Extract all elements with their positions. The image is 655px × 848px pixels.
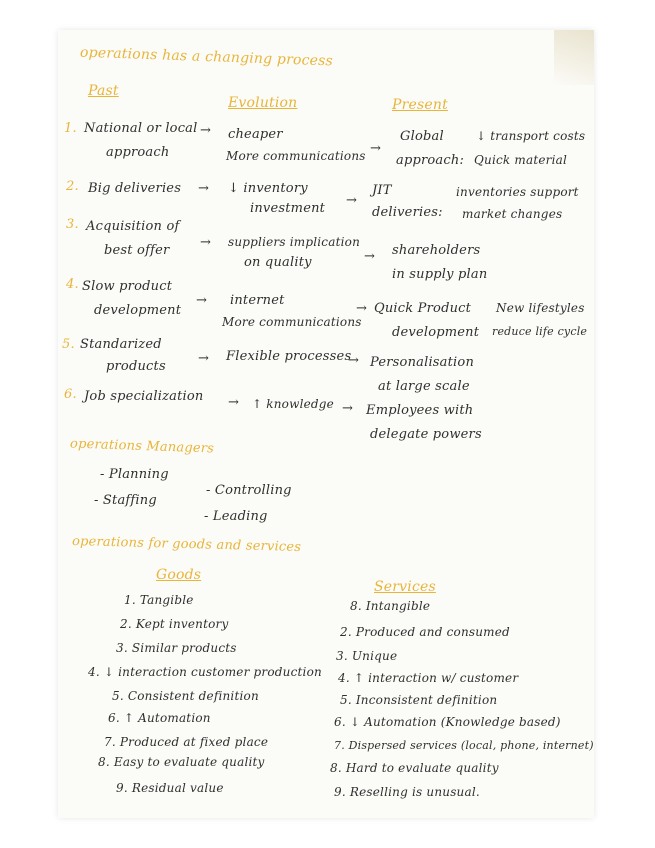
row-1-note-line-2: Quick material [474, 153, 568, 167]
goods-item-1: 1. Tangible [124, 593, 194, 607]
row-4-arrow-2: → [356, 301, 368, 316]
goods-item-4: 4. ↓ interaction customer production [88, 665, 322, 679]
row-6-evolution: ↑ knowledge [252, 397, 334, 411]
services-title: Services [374, 579, 436, 595]
goods-services-title: operations for goods and services [71, 534, 302, 555]
row-1-present-line-2: approach: [396, 153, 465, 168]
row-6-past: Job specialization [84, 389, 204, 404]
row-5-number: 5. [62, 337, 75, 352]
row-4-evolution-line-1: internet [230, 293, 285, 308]
row-2-past: Big deliveries [88, 181, 182, 196]
managers-item-staffing: - Staffing [94, 493, 157, 508]
row-3-present-line-1: shareholders [392, 243, 481, 258]
row-2-number: 2. [66, 179, 79, 194]
row-4-note-line-2: reduce life cycle [492, 325, 588, 338]
row-4-arrow: → [196, 293, 208, 308]
managers-item-controlling: - Controlling [206, 483, 292, 498]
row-2-present-line-2: deliveries: [372, 205, 443, 220]
row-6-present-line-2: delegate powers [370, 427, 482, 442]
row-5-evolution: Flexible processes [226, 349, 352, 364]
row-2-evolution-line-1: ↓ inventory [228, 181, 308, 196]
goods-item-5: 5. Consistent definition [112, 689, 259, 703]
goods-item-6: 6. ↑ Automation [108, 711, 211, 725]
row-4-number: 4. [66, 277, 79, 292]
services-item-5: 5. Inconsistent definition [340, 693, 498, 707]
row-6-present-line-1: Employees with [366, 403, 474, 418]
row-6-arrow-2: → [342, 401, 354, 416]
services-item-7: 7. Dispersed services (local, phone, internet) [334, 739, 594, 752]
column-present: Present [392, 97, 448, 113]
services-item-2: 2. Produced and consumed [340, 625, 510, 639]
row-1-evolution-line-1: cheaper [228, 127, 283, 142]
goods-title: Goods [156, 567, 202, 583]
row-4-note-line-1: New lifestyles [496, 301, 585, 315]
row-6-number: 6. [64, 387, 77, 402]
services-item-4: 4. ↑ interaction w/ customer [338, 671, 519, 685]
row-1-past-line-2: approach [106, 145, 170, 160]
row-1-evolution-line-2: More communications [226, 149, 366, 163]
row-2-arrow-2: → [346, 193, 358, 208]
services-item-8: 8. Hard to evaluate quality [330, 761, 499, 775]
row-3-evolution-line-2: on quality [244, 255, 312, 270]
row-1-note-line-1: ↓ transport costs [476, 129, 586, 143]
row-5-arrow: → [198, 351, 210, 366]
row-2-evolution-line-2: investment [250, 201, 326, 216]
page-corner-fold [554, 30, 594, 85]
row-3-arrow: → [200, 235, 212, 250]
row-4-present-line-2: development [392, 325, 480, 340]
row-5-past-line-1: Standarized [80, 337, 162, 352]
row-4-evolution-line-2: More communications [222, 315, 362, 329]
row-3-arrow-2: → [364, 249, 376, 264]
row-3-past-line-2: best offer [104, 243, 170, 258]
page-heading: operations has a changing process [79, 44, 334, 70]
row-1-number: 1. [64, 121, 77, 136]
column-past: Past [88, 83, 119, 99]
row-3-evolution-line-1: suppliers implication [228, 235, 360, 249]
services-item-6: 6. ↓ Automation (Knowledge based) [334, 715, 561, 729]
row-1-arrow: → [200, 123, 212, 138]
managers-item-planning: - Planning [100, 467, 169, 482]
row-2-arrow: → [198, 181, 210, 196]
row-5-present-line-1: Personalisation [370, 355, 475, 370]
row-1-present-line-1: Global [400, 129, 444, 144]
row-4-present-line-1: Quick Product [374, 301, 472, 316]
row-5-past-line-2: products [106, 359, 166, 374]
row-3-past-line-1: Acquisition of [86, 219, 180, 234]
row-6-arrow: → [228, 395, 240, 410]
row-3-present-line-2: in supply plan [392, 267, 488, 282]
row-2-note-line-2: market changes [462, 207, 563, 221]
row-5-present-line-2: at large scale [378, 379, 470, 394]
goods-item-8: 8. Easy to evaluate quality [98, 755, 265, 769]
row-2-note-line-1: inventories support [456, 185, 579, 199]
row-3-number: 3. [66, 217, 79, 232]
services-item-3: 3. Unique [336, 649, 398, 663]
row-2-present-line-1: JIT [372, 183, 392, 198]
goods-item-7: 7. Produced at fixed place [104, 735, 269, 749]
row-5-arrow-2: → [348, 353, 360, 368]
column-evolution: Evolution [228, 95, 298, 111]
goods-item-3: 3. Similar products [116, 641, 237, 655]
goods-item-9: 9. Residual value [116, 781, 224, 795]
row-1-past-line-1: National or local [84, 121, 198, 136]
row-1-arrow-2: → [370, 141, 382, 156]
managers-title: operations Managers [69, 436, 215, 457]
row-4-past-line-1: Slow product [82, 279, 173, 294]
managers-item-leading: - Leading [204, 509, 268, 524]
row-4-past-line-2: development [94, 303, 182, 318]
services-item-9: 9. Reselling is unusual. [334, 785, 480, 799]
goods-item-2: 2. Kept inventory [120, 617, 229, 631]
services-item-1: 8. Intangible [350, 599, 431, 613]
